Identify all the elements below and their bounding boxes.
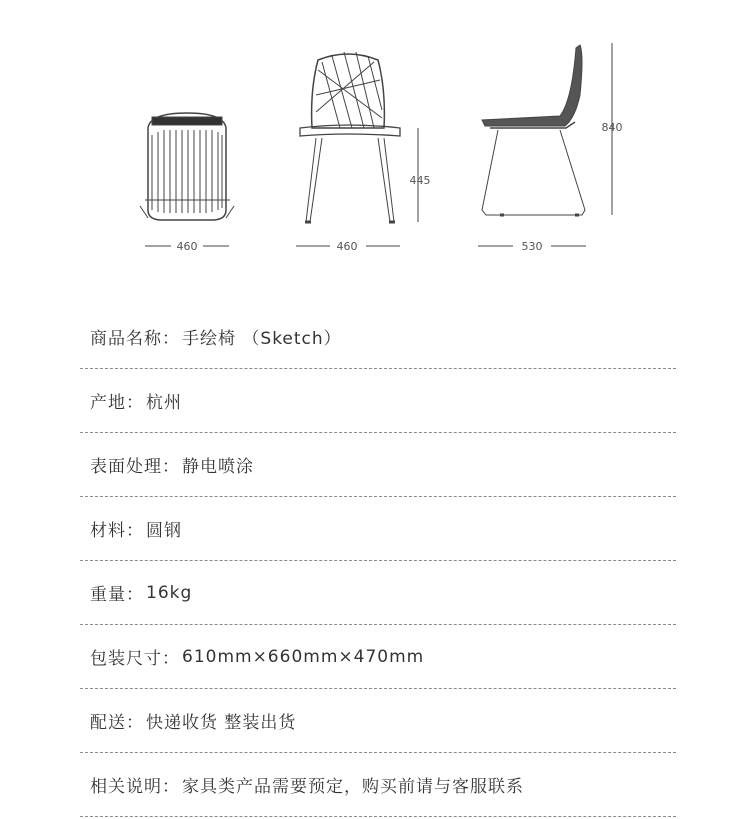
dim-label-side-depth: 530 [521, 240, 543, 253]
spec-row-name [80, 305, 676, 369]
spec-value: 手绘椅 （Sketch） [182, 329, 342, 349]
spec-label: 相关说明 ： [90, 772, 180, 797]
chair-side-elevation [482, 45, 585, 215]
spec-row-notes [80, 753, 676, 817]
spec-list [80, 305, 676, 817]
spec-row-package-size [80, 625, 676, 689]
spec-label: 重量 ： [90, 580, 144, 605]
chair-front-view [140, 113, 234, 220]
dim-label-front-width: 460 [176, 240, 198, 253]
spec-row-material [80, 497, 676, 561]
spec-value: 圆钢 [146, 521, 182, 541]
spec-label: 表面处理 ： [90, 452, 180, 477]
dim-label-total-height: 840 [601, 121, 623, 134]
spec-label: 产地 ： [90, 388, 144, 413]
spec-label: 包装尺寸 ： [90, 644, 180, 669]
spec-row-origin [80, 369, 676, 433]
spec-label: 商品名称 ： [90, 324, 180, 349]
spec-value: 16kg [146, 582, 193, 603]
spec-value: 快递收货 整装出货 [146, 713, 297, 733]
spec-row-finish [80, 433, 676, 497]
spec-value: 杭州 [146, 393, 182, 413]
spec-value: 家具类产品需要预定，购买前请与客服联系 [182, 777, 524, 797]
dim-label-side-width-a: 460 [336, 240, 358, 253]
chair-drawings [0, 0, 750, 280]
spec-value: 静电喷涂 [182, 457, 254, 477]
spec-row-delivery [80, 689, 676, 753]
chair-front-elevation [300, 52, 400, 222]
dim-label-seat-height: 445 [409, 174, 431, 187]
spec-row-weight [80, 561, 676, 625]
spec-label: 配送 ： [90, 708, 144, 733]
spec-label: 材料 ： [90, 516, 144, 541]
spec-value: 610mm×660mm×470mm [182, 646, 425, 667]
